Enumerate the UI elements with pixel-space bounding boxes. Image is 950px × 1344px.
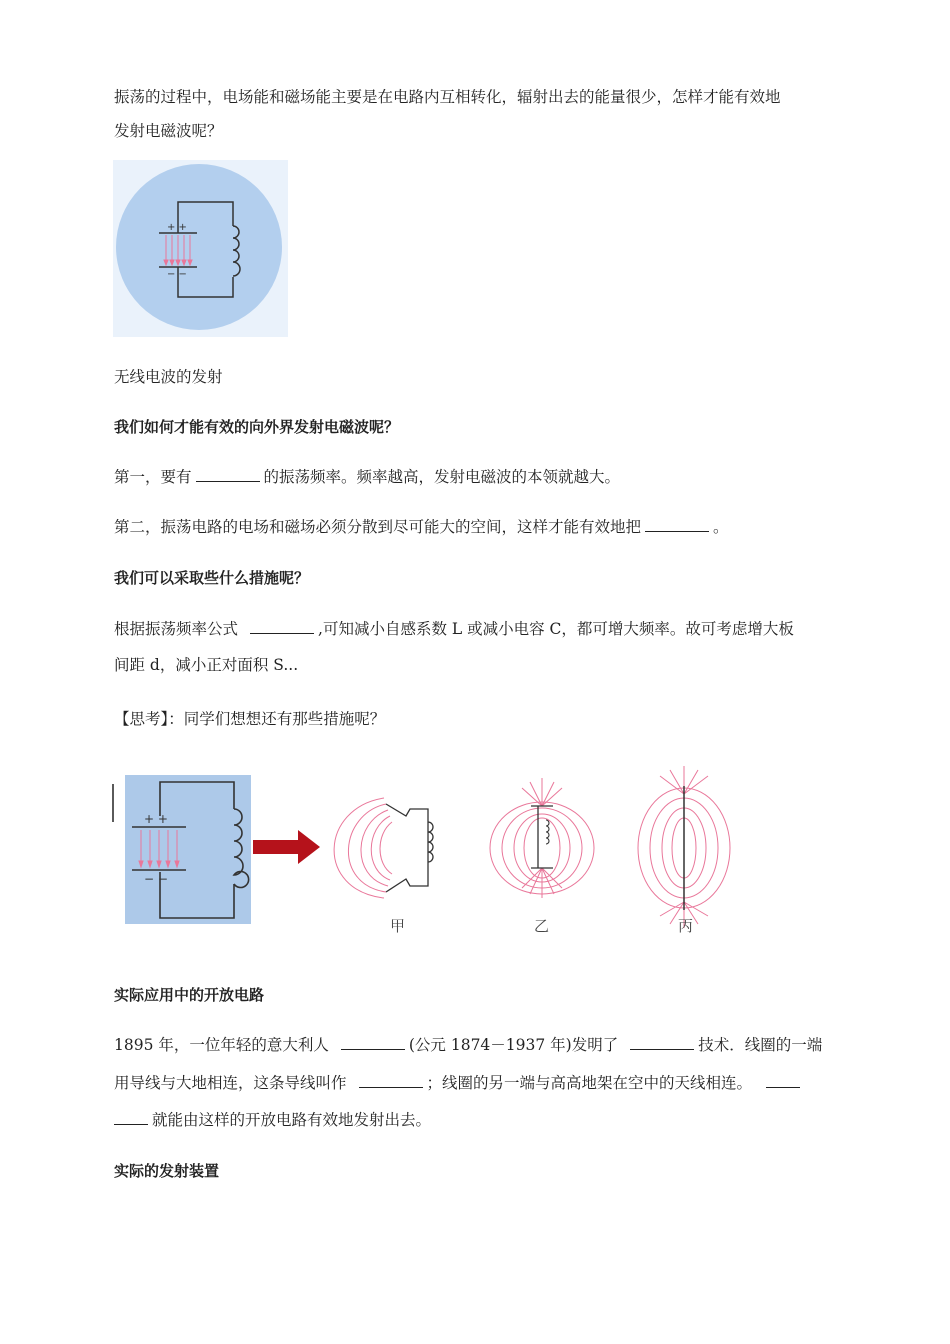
diagram-jia — [334, 798, 433, 935]
minus-signs: − − — [167, 269, 187, 280]
formula-after: ,可知减小自感系数 L 或减小电容 C，都可增大频率。故可考虑增大板 — [318, 620, 794, 638]
label-yi: 乙 — [534, 917, 550, 935]
history-p3-after: 就能由这样的开放电路有效地发射出去。 — [152, 1111, 432, 1129]
point-2-after: 。 — [713, 518, 729, 536]
blank-inventor[interactable] — [341, 1031, 405, 1050]
formula-paragraph-line-2: 间距 d，减小正对面积 S... — [114, 656, 299, 674]
history-p2-after: ；线圈的另一端与高高地架在空中的天线相连。 — [426, 1074, 753, 1092]
history-p1-after: 技术．线圈的一端 — [698, 1036, 823, 1054]
lc-panel — [125, 775, 251, 924]
history-p1-mid: (公元 1874－1937 年)发明了 — [408, 1036, 619, 1054]
blank-wave-part-2[interactable] — [114, 1106, 148, 1125]
think-text: ：同学们想想还有那些措施呢？ — [168, 710, 386, 728]
blank-technology[interactable] — [630, 1031, 694, 1050]
history-p2-before: 用导线与大地相连，这条导线叫作 — [114, 1074, 347, 1092]
intro-line-2: 发射电磁波呢？ — [114, 122, 223, 140]
point-1-before: 第一，要有 — [114, 468, 192, 486]
lc-circuit-figure — [113, 160, 288, 337]
blue-circle — [116, 164, 282, 330]
diagram-bing — [638, 766, 730, 935]
transition-arrow-icon — [253, 830, 320, 864]
history-line-2 — [114, 1066, 838, 1100]
question-1: 我们如何才能有效的向外界发射电磁波呢？ — [114, 418, 400, 436]
history-p1-before: 1895 年，一位年轻的意大利人 — [114, 1036, 329, 1054]
intro-line-1: 振荡的过程中，电场能和磁场能主要是在电路内互相转化，辐射出去的能量很少，怎样才能有效地 — [114, 88, 781, 106]
panel-plus-signs: + + — [144, 812, 168, 826]
open-circuit-figure — [110, 764, 750, 944]
blank-frequency[interactable] — [196, 463, 260, 482]
point-2 — [114, 510, 838, 544]
diagram-yi — [490, 778, 594, 935]
blank-formula[interactable] — [250, 615, 314, 634]
label-jia: 甲 — [390, 917, 406, 935]
think-tag: 【思考】 — [114, 710, 169, 728]
history-line-3 — [114, 1103, 838, 1137]
blank-energy[interactable] — [645, 513, 709, 532]
formula-before: 根据振荡频率公式 — [114, 620, 239, 638]
question-2: 我们可以采取些什么措施呢？ — [114, 569, 310, 587]
history-line-1 — [114, 1028, 838, 1062]
blank-ground-wire[interactable] — [359, 1069, 423, 1088]
label-bing: 丙 — [678, 917, 694, 935]
point-1 — [114, 460, 838, 494]
plus-signs: + + — [167, 222, 187, 233]
point-2-before: 第二，振荡电路的电场和磁场必须分散到尽可能大的空间，这样才能有效地把 — [114, 518, 642, 536]
section-title-wireless-emission: 无线电波的发射 — [114, 368, 223, 386]
blank-wave-part-1[interactable] — [766, 1069, 800, 1088]
formula-paragraph-line-1 — [114, 612, 838, 646]
section-title-open-circuit: 实际应用中的开放电路 — [114, 986, 265, 1004]
section-title-emission-device: 实际的发射装置 — [114, 1162, 220, 1180]
panel-minus-signs: − − — [144, 872, 168, 886]
point-1-after: 的振荡频率。频率越高，发射电磁波的本领就越大。 — [263, 468, 621, 486]
think-prompt — [114, 702, 838, 736]
